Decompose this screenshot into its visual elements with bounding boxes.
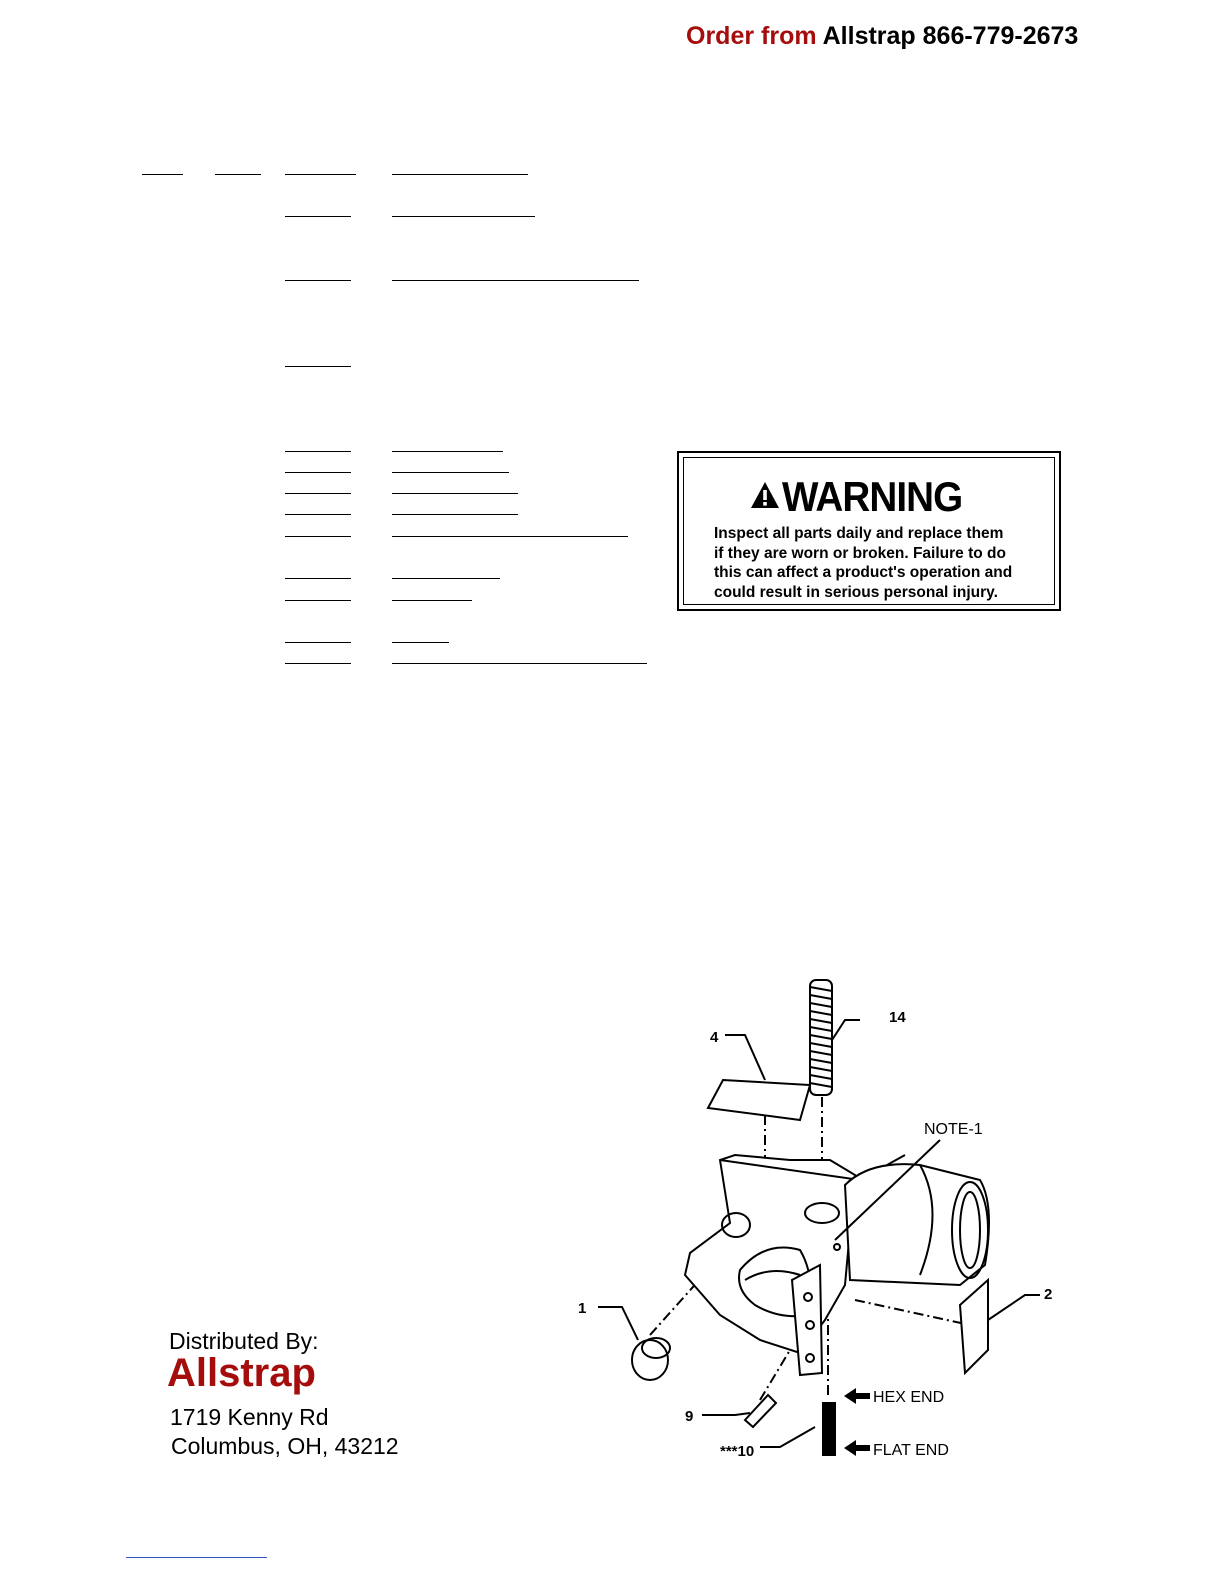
button-part [632, 1338, 670, 1380]
callout-14: 14 [889, 1009, 906, 1026]
rule [285, 451, 351, 452]
rule [285, 493, 351, 494]
warning-line: if they are worn or broken. Failure to do [714, 544, 1006, 562]
warning-line: could result in serious personal injury. [714, 583, 998, 601]
warning-box [677, 451, 1061, 611]
order-company-phone: Allstrap 866-779-2673 [822, 22, 1079, 50]
callout-4: 4 [710, 1029, 719, 1046]
rule [392, 642, 449, 643]
plate-part [708, 1080, 810, 1120]
warning-title: WARNING [782, 473, 963, 520]
set-screw-part [823, 1403, 835, 1455]
rule [285, 663, 351, 664]
rule [142, 174, 183, 175]
rule [285, 536, 351, 537]
callout-2: 2 [1044, 1286, 1053, 1303]
rule [215, 174, 261, 175]
rule [392, 216, 535, 217]
order-prefix: Order from [686, 22, 817, 50]
warning-triangle-icon [750, 480, 780, 510]
distributor-name: Allstrap [167, 1351, 316, 1395]
address-line-2: Columbus, OH, 43212 [171, 1433, 399, 1459]
rule [392, 280, 639, 281]
warning-line: this can affect a product's operation and [714, 564, 1013, 581]
rule [285, 174, 356, 175]
rule [285, 642, 351, 643]
rule [285, 514, 351, 515]
rule [392, 493, 518, 494]
warning-body [714, 524, 1054, 602]
address-line-1: 1719 Kenny Rd [170, 1404, 329, 1430]
distributed-by-label: Distributed By: [169, 1328, 319, 1354]
exploded-parts-diagram [560, 975, 1100, 1480]
rule [392, 472, 509, 473]
rule [392, 514, 518, 515]
rule [285, 366, 351, 367]
rule [285, 578, 351, 579]
rule [392, 536, 628, 537]
rule [285, 216, 351, 217]
rule [392, 174, 528, 175]
rule [285, 600, 351, 601]
rule [285, 472, 351, 473]
callout-9: 9 [685, 1408, 694, 1425]
housing-part [685, 1155, 989, 1375]
warning-line: Inspect all parts daily and replace them [714, 525, 1004, 542]
rule [392, 451, 503, 452]
callout-10: ***10 [720, 1443, 755, 1460]
rule [285, 280, 351, 281]
callout-note-1: NOTE-1 [924, 1121, 983, 1138]
callout-flat-end: FLAT END [873, 1442, 949, 1459]
callout-1: 1 [578, 1300, 587, 1317]
rule [392, 600, 472, 601]
spring-part [810, 980, 832, 1095]
order-banner [686, 22, 1078, 51]
label-tag-part [960, 1280, 988, 1373]
footer-link-underline[interactable] [126, 1557, 267, 1558]
callout-hex-end: HEX END [873, 1389, 945, 1406]
warning-inner-border [683, 457, 1055, 605]
rule [392, 578, 500, 579]
rule [392, 663, 647, 664]
